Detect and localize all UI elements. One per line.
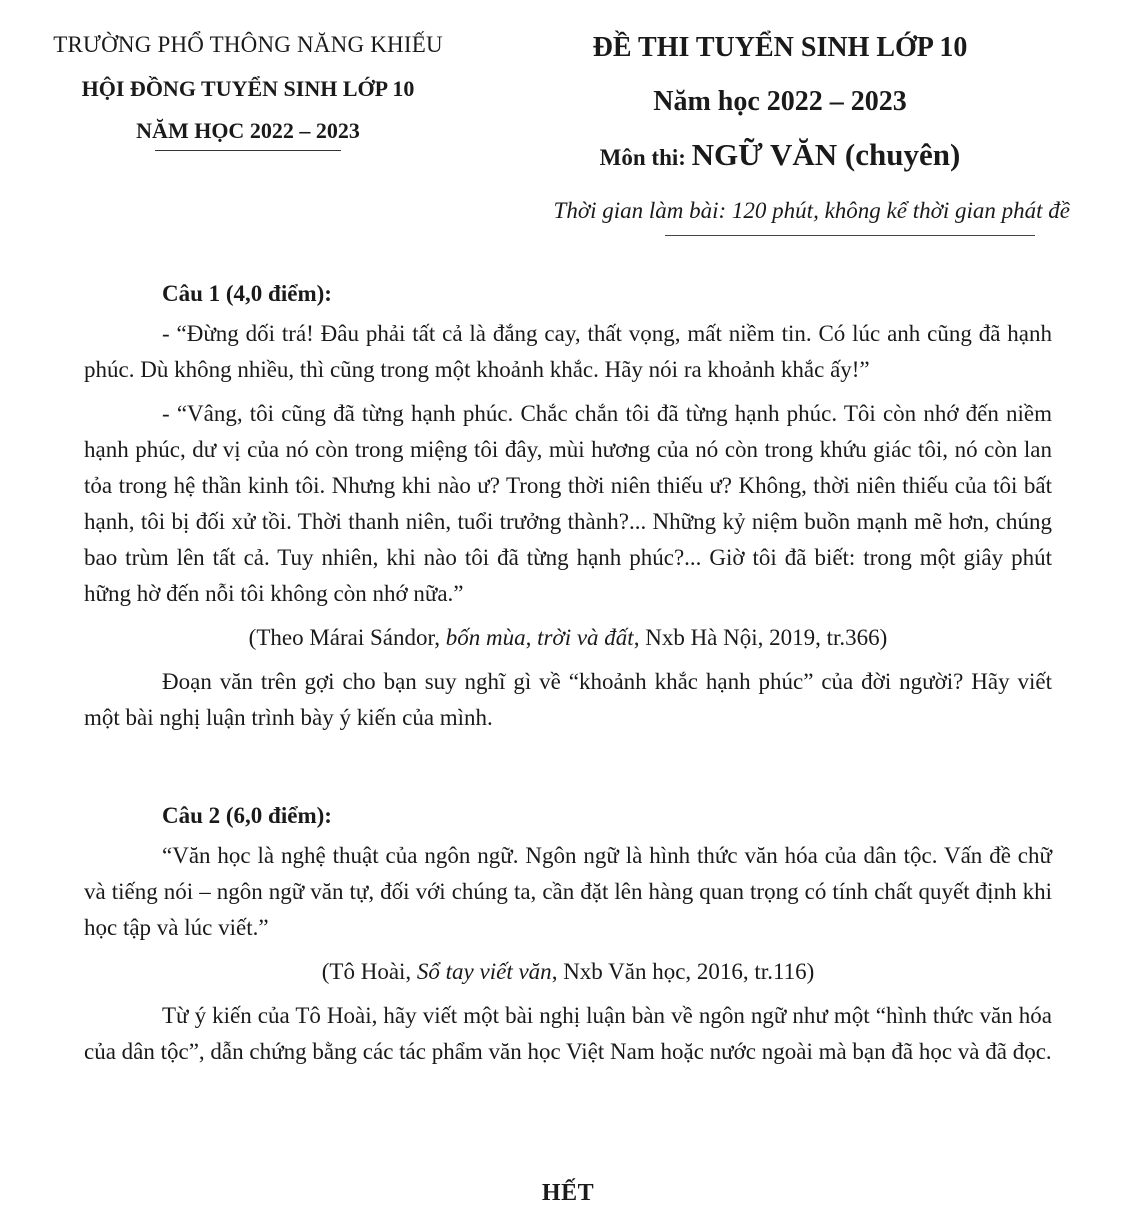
question-1-paragraph-2: - “Vâng, tôi cũng đã từng hạnh phúc. Chắc chắn tôi đã từng hạnh phúc. Tôi còn nhớ đến niềm hạnh phúc, dư vị của nó còn trong miệng tôi đây, mùi hương của nó còn trong khứu giác tôi, nó còn lan tỏa trong hệ thần kinh tôi. Nhưng khi nào ư? Trong thời niên thiếu ư? Không, thời niên thiếu của tôi bất hạnh, tôi bị đối xử tồi. Thời thanh niên, tuổi trưởng thành?... Những kỷ niệm buồn mạnh mẽ hơn, chúng bao trùm lên tất cả. Tuy nhiên, khi nào tôi đã từng hạnh phúc?... Giờ tôi đã biết: trong một giây phút hững hờ đến nỗi tôi không còn nhớ nữa.”: [84, 401, 1052, 606]
exam-body: [84, 276, 1052, 1070]
source-book-title: Sổ tay viết văn: [416, 959, 552, 984]
right-divider: [665, 235, 1035, 236]
question-2-source: [84, 954, 1052, 990]
exam-subject: [480, 134, 1080, 182]
school-year: NĂM HỌC 2022 – 2023: [136, 118, 360, 143]
question-2-heading: Câu 2 (6,0 điểm):: [162, 803, 332, 828]
left-divider: [155, 150, 341, 151]
time-note: Thời gian làm bài: 120 phút, không kể thời gian phát đề: [553, 198, 1070, 223]
header-left: [18, 30, 478, 151]
question-1-paragraph-1: - “Đừng dối trá! Đâu phải tất cả là đắng cay, thất vọng, mất niềm tin. Có lúc anh cũng đã hạnh phúc. Dù không nhiều, thì cũng trong một khoảnh khắc. Hãy nói ra khoảnh khắc ấy!”: [84, 321, 1052, 382]
question-1-source: [84, 620, 1052, 656]
question-2-prompt: Từ ý kiến của Tô Hoài, hãy viết một bài nghị luận bàn về ngôn ngữ như một “hình thức văn hóa của dân tộc”, dẫn chứng bằng các tác phẩm văn học Việt Nam hoặc nước ngoài mà bạn đã học và đã đọc.: [84, 1003, 1052, 1064]
question-1-heading: Câu 1 (4,0 điểm):: [162, 281, 332, 306]
end-marker: HẾT: [541, 1180, 595, 1206]
source-text: (Theo Márai Sándor,: [248, 625, 446, 650]
source-book-title: bốn mùa, trời và đất: [445, 625, 634, 650]
source-text: (Tô Hoài,: [321, 959, 417, 984]
subject-label: Môn thi:: [599, 145, 692, 170]
council-name: HỘI ĐỒNG TUYỂN SINH LỚP 10: [81, 76, 415, 101]
source-text: , Nxb Hà Nội, 2019, tr.366): [633, 625, 888, 650]
source-text: , Nxb Văn học, 2016, tr.116): [551, 959, 815, 984]
question-2-quote: “Văn học là nghệ thuật của ngôn ngữ. Ngôn ngữ là hình thức văn hóa của dân tộc. Vấn đề chữ và tiếng nói – ngôn ngữ văn tự, đối với chúng ta, cần đặt lên hàng quan trọng có tính chất quyết định khi học tập và lúc viết.”: [84, 843, 1052, 940]
exam-title: ĐỀ THI TUYỂN SINH LỚP 10: [592, 32, 968, 63]
school-name: TRƯỜNG PHỔ THÔNG NĂNG KHIẾU: [53, 32, 443, 57]
question-1-prompt: Đoạn văn trên gợi cho bạn suy nghĩ gì về “khoảnh khắc hạnh phúc” của đời người? Hãy viết một bài nghị luận trình bày ý kiến của mình.: [84, 669, 1052, 730]
subject-value: NGỮ VĂN (chuyên): [691, 137, 961, 172]
header-right: [520, 28, 1080, 228]
exam-year: Năm học 2022 – 2023: [653, 86, 907, 117]
